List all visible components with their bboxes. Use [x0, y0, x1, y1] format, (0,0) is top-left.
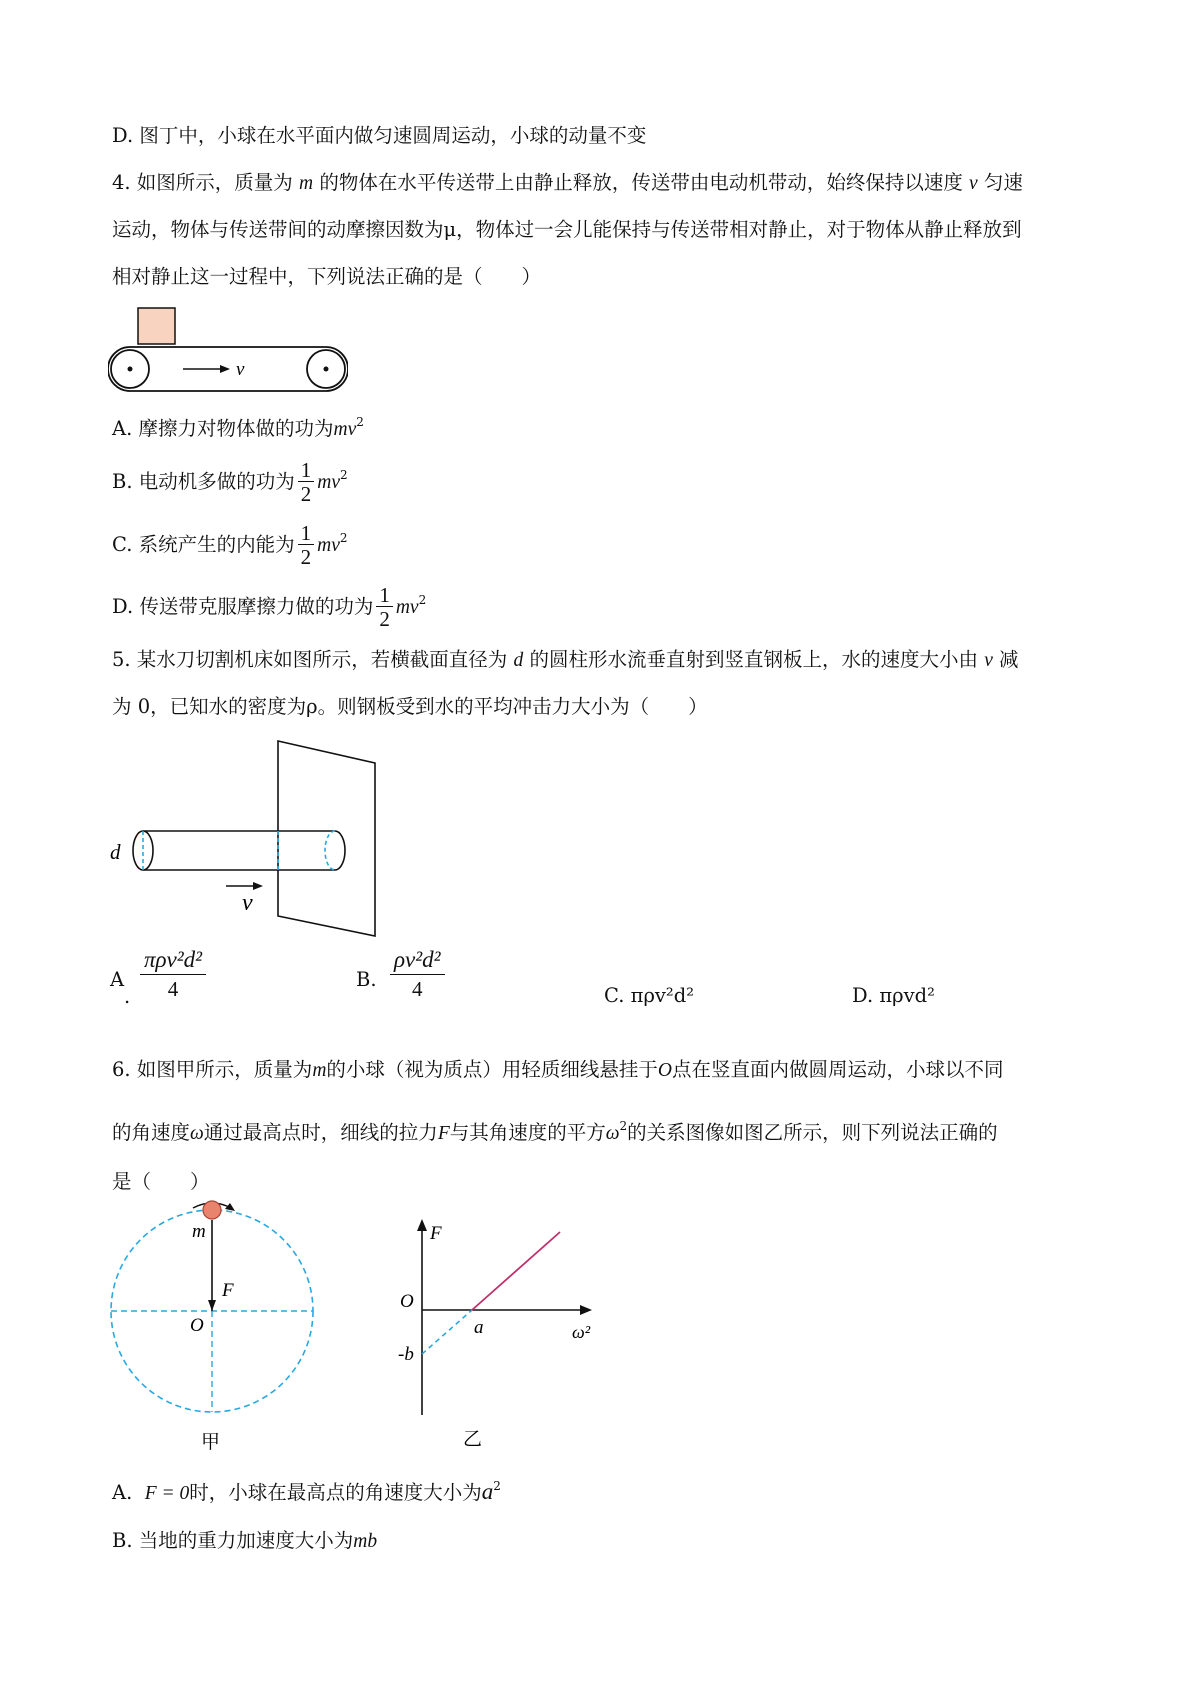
option-expr: mv: [395, 597, 419, 618]
option-expr: mv: [333, 419, 357, 440]
fraction-half: [298, 522, 315, 569]
figure-caption-jia: 甲: [201, 1431, 221, 1453]
exponent: 2: [339, 531, 348, 545]
q6-stem-line-3: 是（ ）: [112, 1170, 210, 1193]
option-expr: a: [481, 1479, 494, 1504]
q6-stem-line-2: [112, 1114, 998, 1146]
fraction-numerator: ρv²d²: [394, 947, 441, 972]
q5-stem-text: 5. 某水刀切割机床如图所示，若横截面直径为: [112, 648, 508, 671]
q6-stem-text: 的小球（视为质点）用轻质细线悬挂于: [326, 1058, 658, 1081]
fraction-half: [376, 584, 393, 631]
option-text: D. 传送带克服摩擦力做的功为: [112, 595, 374, 618]
q5-option-a: [110, 968, 124, 991]
steel-plate: [278, 741, 375, 936]
q5-stem-text: 减: [999, 648, 1019, 671]
option-expr: mv: [317, 535, 340, 556]
diameter-label: d: [110, 840, 121, 864]
water-jet-figure: [100, 738, 390, 938]
q6-omega-squared: ω: [605, 1123, 620, 1144]
q6-point-symbol: O: [657, 1060, 673, 1081]
q4-velocity-symbol: v: [969, 173, 978, 194]
q5-option-a-fraction: [140, 946, 206, 1003]
q5-stem-line-2: 为 0，已知水的密度为ρ。则钢板受到水的平均冲击力大小为（ ）: [112, 695, 708, 718]
q6-option-b: [112, 1529, 377, 1554]
q4-stem-line-3: 相对静止这一过程中，下列说法正确的是（ ）: [112, 265, 542, 288]
mass-label: m: [192, 1221, 206, 1242]
q6-stem-text: 点在竖直面内做圆周运动，小球以不同: [672, 1058, 1004, 1081]
velocity-label: v: [236, 359, 245, 380]
fraction-denominator: 2: [376, 606, 393, 631]
exponent: 2: [418, 593, 427, 607]
q4-stem-text: 匀速: [983, 171, 1023, 194]
q5-option-a-dot: .: [124, 985, 131, 1008]
option-text: B. 当地的重力加速度大小为: [112, 1529, 354, 1552]
fraction-half: [298, 459, 315, 506]
q4-stem-line-1: [112, 171, 1023, 196]
force-arrow-head: [208, 1300, 216, 1311]
q4-option-a: [112, 410, 364, 442]
q5-velocity-symbol: v: [984, 650, 993, 671]
flow-velocity-label: v: [242, 890, 253, 916]
q5-option-d: D. πρvd²: [852, 984, 935, 1007]
exponent: 2: [493, 1479, 501, 1493]
graph-line-dashed: [422, 1310, 472, 1354]
fraction-denominator: 2: [298, 481, 315, 506]
fraction-denominator: 4: [390, 974, 445, 1003]
exponent: 2: [356, 415, 364, 429]
q5-option-c: C. πρv²d²: [604, 984, 695, 1007]
q5-option-b: [356, 968, 377, 991]
q6-omega-symbol: ω: [190, 1123, 204, 1144]
box-block: [138, 308, 175, 344]
force-omega-graph: [380, 1215, 620, 1455]
fraction-denominator: 4: [140, 974, 206, 1003]
x-axis-label: ω²: [572, 1322, 591, 1342]
option-expr: mv: [317, 472, 340, 493]
q4-stem-text: 的物体在水平传送带上由静止释放，传送带由电动机带动，始终保持以速度: [319, 171, 963, 194]
q3-option-d: D. 图丁中，小球在水平面内做匀速圆周运动，小球的动量不变: [112, 124, 647, 147]
force-label: F: [222, 1280, 234, 1301]
q4-mass-symbol: m: [299, 173, 314, 194]
exponent: 2: [619, 1119, 628, 1133]
option-expr: mb: [353, 1531, 378, 1552]
intercept-b-label: -b: [398, 1344, 414, 1365]
q6-force-symbol: F: [437, 1123, 450, 1144]
option-letter: A: [110, 968, 125, 991]
q6-stem-text: 的关系图像如图乙所示，则下列说法正确的: [627, 1121, 998, 1144]
option-text: A.: [112, 1481, 133, 1504]
fraction-numerator: 1: [379, 583, 390, 607]
q5-option-b-fraction: [390, 946, 445, 1003]
q4-option-c: [112, 513, 348, 571]
q6-stem-text: 6. 如图甲所示，质量为: [112, 1058, 313, 1081]
jet-right-end-hidden: [325, 831, 335, 870]
figure-caption-yi: 乙: [463, 1428, 483, 1450]
q4-stem-text: 4. 如图所示，质量为: [112, 171, 293, 194]
option-text: 时，小球在最高点的角速度大小为: [189, 1481, 482, 1504]
option-text: A. 摩擦力对物体做的功为: [112, 417, 334, 440]
fraction-numerator: 1: [300, 458, 312, 482]
option-text: C. 系统产生的内能为: [112, 533, 295, 556]
jet-left-end: [133, 831, 153, 870]
origin-label: O: [400, 1291, 414, 1312]
fraction-denominator: 2: [298, 544, 315, 569]
option-text: B. 电动机多做的功为: [112, 470, 295, 493]
option-letter: B.: [356, 968, 377, 991]
circular-motion-figure: [100, 1200, 330, 1460]
q6-stem-text: 通过最高点时，细线的拉力: [203, 1121, 438, 1144]
exponent: 2: [339, 468, 348, 482]
q5-stem-text: 的圆柱形水流垂直射到竖直钢板上，水的速度大小由: [529, 648, 978, 671]
q6-stem-text: 的角速度: [112, 1121, 191, 1144]
q6-option-a: [112, 1474, 501, 1506]
q4-option-d: [112, 575, 426, 633]
f-axis-label: F: [430, 1223, 442, 1244]
q4-stem-line-2: 运动，物体与传送带间的动摩擦因数为μ，物体过一会儿能保持与传送带相对静止，对于物体从静止释放到: [112, 218, 1022, 241]
graph-line-solid: [472, 1232, 560, 1310]
fraction-numerator: 1: [300, 521, 312, 545]
ball: [203, 1201, 221, 1219]
conveyor-belt-figure: [108, 306, 348, 398]
q4-option-b: [112, 450, 348, 508]
jet-right-end-front: [335, 831, 345, 870]
option-expr: F = 0: [144, 1483, 190, 1504]
q5-stem-line-1: [112, 648, 1019, 673]
q6-stem-line-1: [112, 1058, 1004, 1083]
q6-mass-symbol: m: [312, 1060, 327, 1081]
fraction-numerator: πρv²d²: [144, 947, 203, 972]
q6-stem-text: 与其角速度的平方: [449, 1121, 606, 1144]
center-label: O: [190, 1315, 204, 1336]
q5-diameter-symbol: d: [513, 650, 524, 671]
intercept-a-label: a: [474, 1317, 484, 1338]
